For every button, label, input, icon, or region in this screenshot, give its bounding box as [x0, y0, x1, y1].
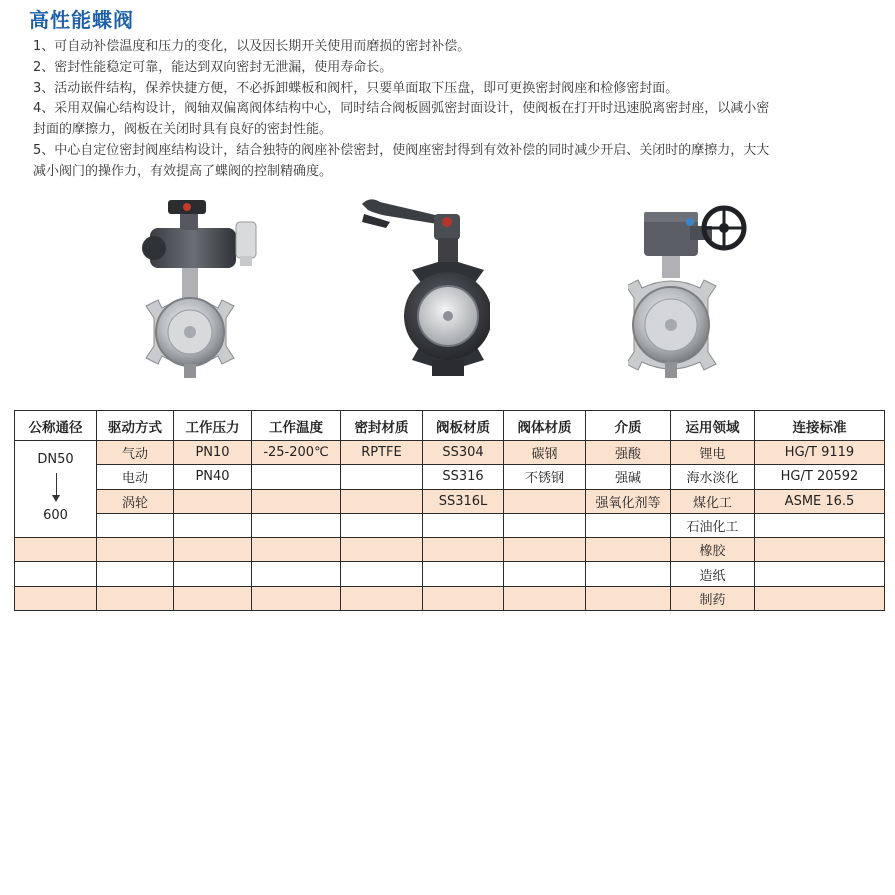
- column-header: 阀体材质: [504, 411, 586, 441]
- table-cell: 锂电: [671, 441, 755, 465]
- table-cell: [174, 489, 252, 513]
- table-cell: [504, 586, 586, 610]
- table-cell: [423, 586, 504, 610]
- table-row: [15, 562, 885, 586]
- table-cell: 强氧化剂等: [586, 489, 671, 513]
- table-cell: [341, 562, 423, 586]
- table-cell: [15, 586, 97, 610]
- table-cell: [97, 562, 174, 586]
- table-cell: 不锈钢: [504, 465, 586, 489]
- table-cell: SS316: [423, 465, 504, 489]
- table-cell: [504, 562, 586, 586]
- table-cell: SS304: [423, 441, 504, 465]
- table-cell: [586, 538, 671, 562]
- table-cell: [341, 538, 423, 562]
- table-cell: 电动: [97, 465, 174, 489]
- nominal-diameter-cell: [15, 441, 97, 538]
- feature-line: 封面的摩擦力，阀板在关闭时具有良好的密封性能。: [33, 122, 333, 138]
- table-cell: 涡轮: [97, 489, 174, 513]
- table-cell: [504, 489, 586, 513]
- spec-table: [14, 410, 885, 611]
- table-cell: [755, 562, 885, 586]
- table-row: [15, 513, 885, 537]
- table-cell: 碳钢: [504, 441, 586, 465]
- table-cell: 强碱: [586, 465, 671, 489]
- table-cell: 橡胶: [671, 538, 755, 562]
- table-cell: [341, 489, 423, 513]
- table-cell: PN40: [174, 465, 252, 489]
- table-header-row: [15, 411, 885, 441]
- table-cell: [252, 513, 341, 537]
- worm-gear-butterfly-valve-icon: [628, 192, 748, 388]
- pneumatic-butterfly-valve-icon: [140, 196, 270, 386]
- column-header: 阀板材质: [423, 411, 504, 441]
- table-cell: 造纸: [671, 562, 755, 586]
- table-cell: [252, 489, 341, 513]
- table-cell: [252, 562, 341, 586]
- table-cell: RPTFE: [341, 441, 423, 465]
- column-header: 工作温度: [252, 411, 341, 441]
- table-cell: 石油化工: [671, 513, 755, 537]
- table-cell: [586, 562, 671, 586]
- table-cell: [97, 538, 174, 562]
- table-cell: [504, 538, 586, 562]
- table-cell: HG/T 9119: [755, 441, 885, 465]
- table-cell: [174, 538, 252, 562]
- column-header: 运用领域: [671, 411, 755, 441]
- table-cell: ASME 16.5: [755, 489, 885, 513]
- table-cell: [423, 513, 504, 537]
- table-row: [15, 441, 885, 465]
- feature-line: 3、活动嵌件结构，保养快捷方便，不必拆卸蝶板和阀杆，只要单面取下压盘，即可更换密封阀座和检修密封面。: [33, 80, 679, 96]
- table-cell: [341, 513, 423, 537]
- table-cell: [341, 586, 423, 610]
- table-cell: [586, 586, 671, 610]
- table-row: [15, 586, 885, 610]
- table-cell: [97, 586, 174, 610]
- table-cell: 制药: [671, 586, 755, 610]
- table-cell: [174, 513, 252, 537]
- table-cell: [15, 538, 97, 562]
- feature-line: 4、采用双偏心结构设计，阀轴双偏离阀体结构中心，同时结合阀板圆弧密封面设计，使阀板在打开时迅速脱离密封座，以减小密: [33, 101, 770, 117]
- table-cell: [586, 513, 671, 537]
- table-cell: [97, 513, 174, 537]
- table-cell: [252, 538, 341, 562]
- table-cell: [504, 513, 586, 537]
- column-header: 工作压力: [174, 411, 252, 441]
- feature-list: [33, 37, 873, 183]
- column-header: 驱动方式: [97, 411, 174, 441]
- table-cell: 海水淡化: [671, 465, 755, 489]
- table-cell: [423, 562, 504, 586]
- table-cell: 强酸: [586, 441, 671, 465]
- feature-line: 1、可自动补偿温度和压力的变化，以及因长期开关使用而磨损的密封补偿。: [33, 39, 471, 54]
- feature-line: 2、密封性能稳定可靠，能达到双向密封无泄漏，使用寿命长。: [33, 59, 393, 75]
- column-header: 连接标准: [755, 411, 885, 441]
- feature-line: 减小阀门的操作力，有效提高了蝶阀的控制精确度。: [33, 163, 333, 179]
- table-cell: [423, 538, 504, 562]
- table-row: [15, 465, 885, 489]
- handle-butterfly-valve-icon: [350, 192, 490, 384]
- table-row: [15, 538, 885, 562]
- table-cell: [755, 538, 885, 562]
- table-row: [15, 489, 885, 513]
- table-cell: SS316L: [423, 489, 504, 513]
- column-header: 密封材质: [341, 411, 423, 441]
- dn-start: DN50: [37, 452, 74, 467]
- table-cell: 煤化工: [671, 489, 755, 513]
- dn-end: 600: [43, 508, 68, 523]
- table-cell: [15, 562, 97, 586]
- column-header: 公称通径: [15, 411, 97, 441]
- arrow-down-icon: [17, 471, 94, 505]
- table-cell: [174, 586, 252, 610]
- table-cell: [252, 465, 341, 489]
- column-header: 介质: [586, 411, 671, 441]
- table-cell: [252, 586, 341, 610]
- table-cell: 气动: [97, 441, 174, 465]
- feature-line: 5、中心自定位密封阀座结构设计，结合独特的阀座补偿密封，使阀座密封得到有效补偿的同时减少开启、关闭时的摩擦力，大大: [33, 142, 770, 158]
- table-cell: [174, 562, 252, 586]
- table-cell: HG/T 20592: [755, 465, 885, 489]
- page-title: 高性能蝶阀: [29, 8, 134, 32]
- table-cell: [341, 465, 423, 489]
- table-cell: PN10: [174, 441, 252, 465]
- table-cell: [755, 586, 885, 610]
- table-cell: [755, 513, 885, 537]
- table-cell: -25-200℃: [252, 441, 341, 465]
